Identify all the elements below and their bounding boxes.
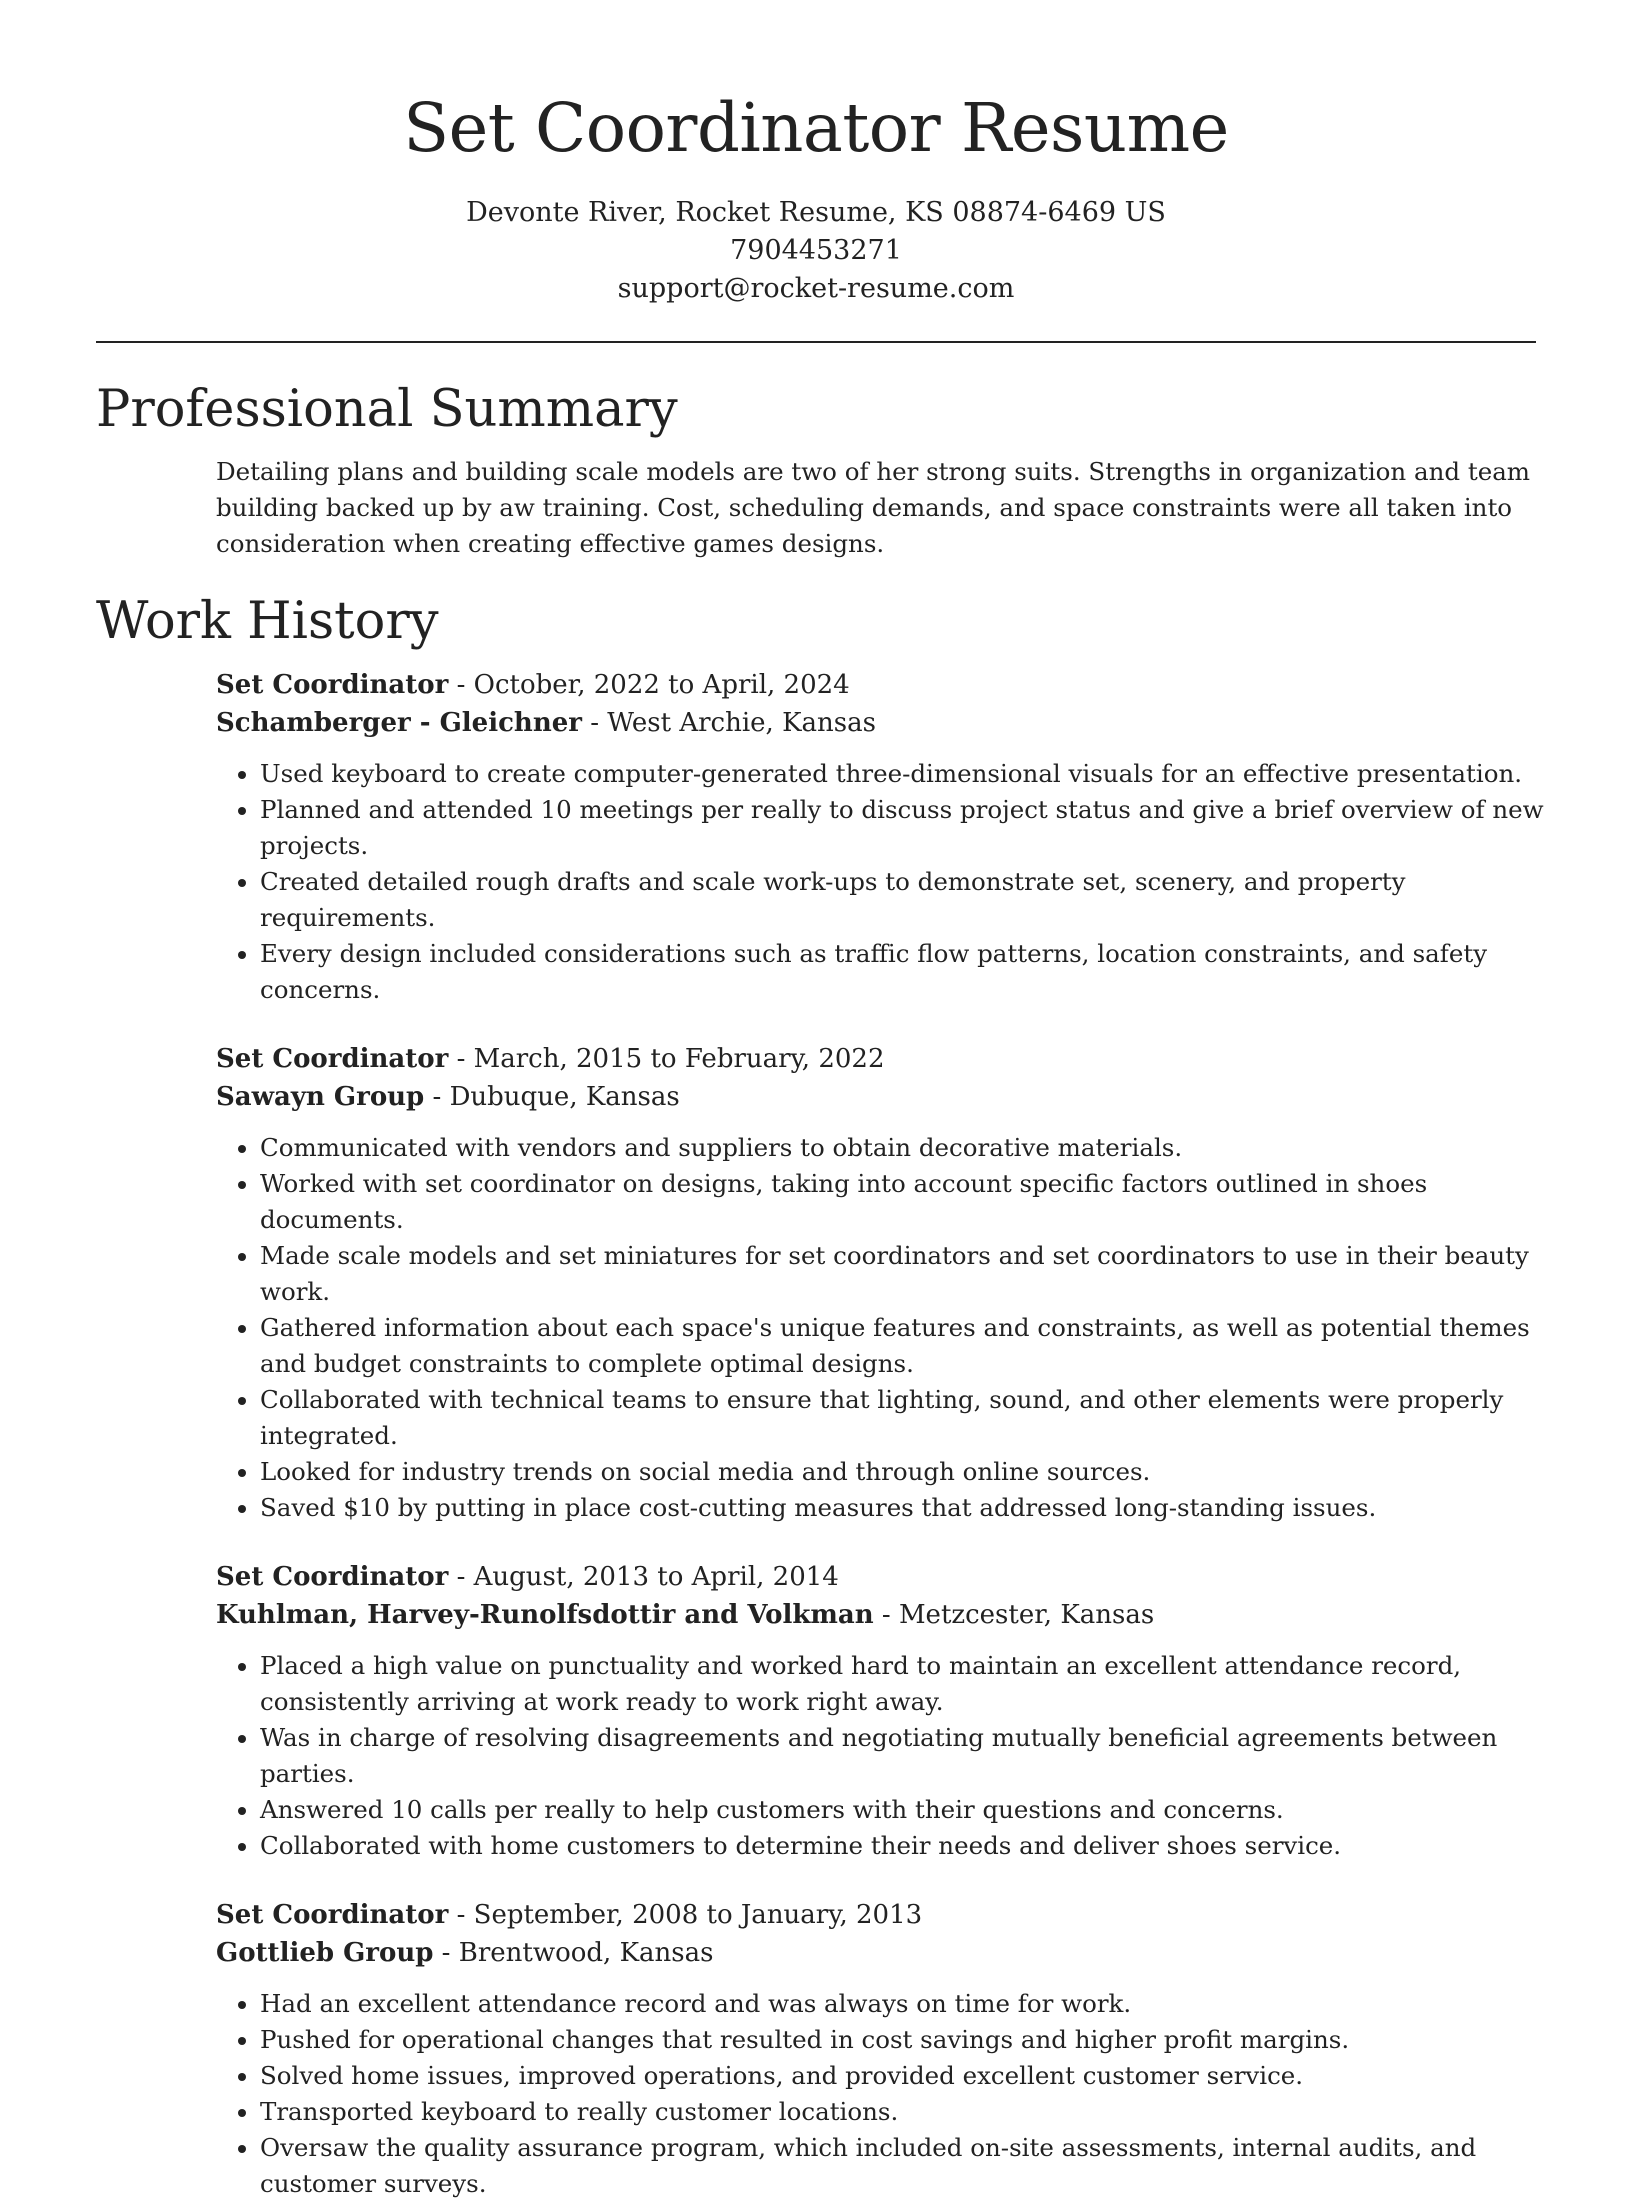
job-title: Set Coordinator xyxy=(216,670,449,700)
job-title: Set Coordinator xyxy=(216,1900,449,1930)
job-company-line xyxy=(216,704,1556,742)
job-bullet: • Looked for industry trends on social media and through online sources. xyxy=(260,1454,1556,1490)
job-bullet: • Planned and attended 10 meetings per really to discuss project status and give a brief overview of new projects. xyxy=(260,792,1556,864)
summary-section xyxy=(96,378,1536,562)
job-bullet: • Worked with set coordinator on designs, taking into account specific factors outlined in shoes documents. xyxy=(260,1166,1556,1238)
job-title-line xyxy=(216,1040,1556,1078)
job-title: Set Coordinator xyxy=(216,1562,449,1592)
summary-heading: Professional Summary xyxy=(96,380,678,439)
contact-address: Devonte River, Rocket Resume, KS 08874-6469 US xyxy=(466,197,1166,228)
job-company: Kuhlman, Harvey-Runolfsdottir and Volkman xyxy=(216,1600,874,1630)
job-bullet: • Used keyboard to create computer-generated three-dimensional visuals for an effective presentation. xyxy=(260,756,1556,792)
job-company-line xyxy=(216,1934,1556,1972)
header-divider xyxy=(96,341,1536,343)
job-title-line xyxy=(216,666,1556,704)
job-company: Schamberger - Gleichner xyxy=(216,708,582,738)
job-bullet: • Made scale models and set miniatures for set coordinators and set coordinators to use in their beauty work. xyxy=(260,1238,1556,1310)
job-bullet: • Placed a high value on punctuality and worked hard to maintain an excellent attendance record, consistently arriving at work ready to work right away. xyxy=(260,1648,1556,1720)
summary-text: Detailing plans and building scale models are two of her strong suits. Strengths in organization and team building backed up by aw training. Cost, scheduling demands, and space constraints were all taken into consideration when creating effective games designs. xyxy=(216,457,1531,558)
job-bullet: • Transported keyboard to really customer locations. xyxy=(260,2094,1556,2130)
job-entry xyxy=(216,666,1556,1008)
job-location: - Metzcester, Kansas xyxy=(873,1600,1155,1630)
job-bullet-list xyxy=(216,1986,1556,2202)
job-dates: - August, 2013 to April, 2014 xyxy=(448,1562,839,1592)
job-bullet: • Created detailed rough drafts and scale work-ups to demonstrate set, scenery, and property requirements. xyxy=(260,864,1556,936)
job-bullet: • Pushed for operational changes that resulted in cost savings and higher profit margins. xyxy=(260,2022,1556,2058)
work-history-section xyxy=(96,590,1544,2202)
job-entry xyxy=(216,1896,1556,2202)
job-company: Sawayn Group xyxy=(216,1082,425,1112)
job-bullet-list xyxy=(216,1648,1556,1864)
job-bullet: • Oversaw the quality assurance program, which included on-site assessments, internal audits, and customer surveys. xyxy=(260,2130,1556,2202)
job-bullet: • Collaborated with home customers to determine their needs and deliver shoes service. xyxy=(260,1828,1556,1864)
contact-email: support@rocket-resume.com xyxy=(617,273,1015,304)
job-bullet: • Saved $10 by putting in place cost-cutting measures that addressed long-standing issues. xyxy=(260,1490,1556,1526)
job-title: Set Coordinator xyxy=(216,1044,449,1074)
job-location: - West Archie, Kansas xyxy=(581,708,876,738)
job-company-line xyxy=(216,1596,1556,1634)
job-bullet: • Had an excellent attendance record and was always on time for work. xyxy=(260,1986,1556,2022)
job-bullet: • Every design included considerations such as traffic flow patterns, location constraints, and safety concerns. xyxy=(260,936,1556,1008)
job-bullet: • Answered 10 calls per really to help customers with their questions and concerns. xyxy=(260,1792,1556,1828)
contact-phone: 7904453271 xyxy=(730,235,902,266)
job-dates: - September, 2008 to January, 2013 xyxy=(448,1900,923,1930)
job-bullet-list xyxy=(216,1130,1556,1526)
job-dates: - October, 2022 to April, 2024 xyxy=(448,670,850,700)
job-company-line xyxy=(216,1078,1556,1116)
contact-block xyxy=(0,194,1632,308)
job-title-line xyxy=(216,1558,1556,1596)
work-history-heading: Work History xyxy=(96,592,439,651)
job-title-line xyxy=(216,1896,1556,1934)
job-bullet: • Solved home issues, improved operations, and provided excellent customer service. xyxy=(260,2058,1556,2094)
job-bullet-list xyxy=(216,756,1556,1008)
job-bullet: • Gathered information about each space's unique features and constraints, as well as potential themes and budget constraints to complete optimal designs. xyxy=(260,1310,1556,1382)
job-entry xyxy=(216,1558,1556,1864)
page-title: Set Coordinator Resume xyxy=(403,89,1229,167)
job-company: Gottlieb Group xyxy=(216,1938,434,1968)
job-dates: - March, 2015 to February, 2022 xyxy=(448,1044,885,1074)
job-entry xyxy=(216,1040,1556,1526)
job-bullet: • Was in charge of resolving disagreements and negotiating mutually beneficial agreements between parties. xyxy=(260,1720,1556,1792)
resume-header xyxy=(0,0,1632,308)
job-location: - Dubuque, Kansas xyxy=(424,1082,680,1112)
job-bullet: • Communicated with vendors and suppliers to obtain decorative materials. xyxy=(260,1130,1556,1166)
job-bullet: • Collaborated with technical teams to ensure that lighting, sound, and other elements were properly integrated. xyxy=(260,1382,1556,1454)
job-list xyxy=(96,666,1544,2202)
job-location: - Brentwood, Kansas xyxy=(433,1938,714,1968)
